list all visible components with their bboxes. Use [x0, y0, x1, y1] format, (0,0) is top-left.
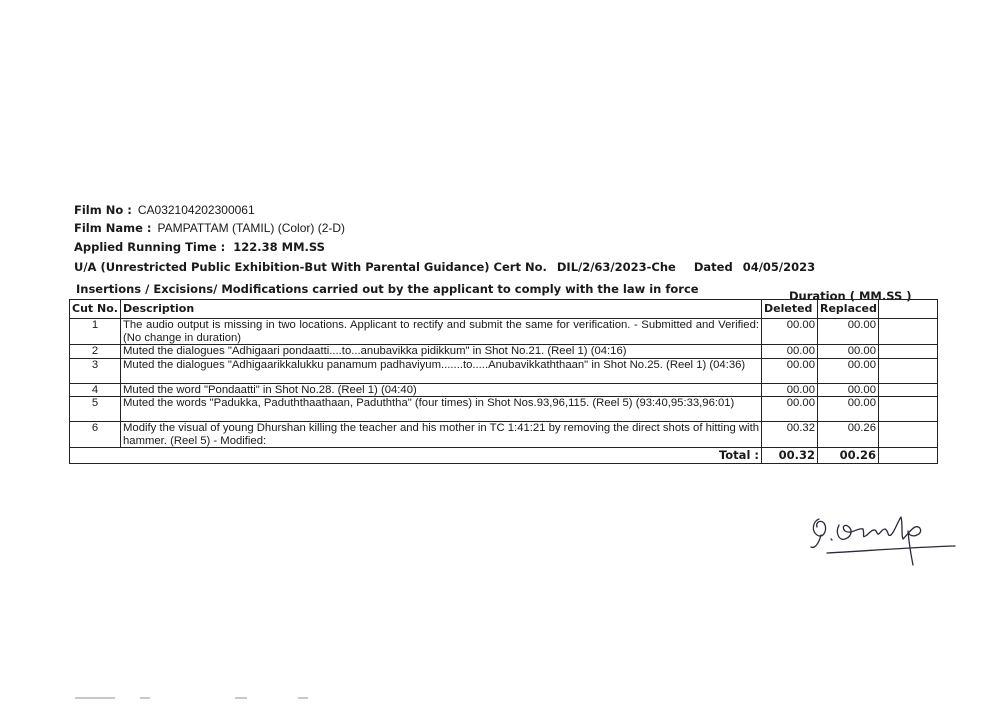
- table-row: [70, 345, 938, 359]
- scan-artifact: [235, 697, 247, 699]
- empty-cell: [879, 319, 938, 345]
- film-no-line: [74, 203, 255, 217]
- total-row: [70, 448, 938, 464]
- dated-label: Dated: [693, 260, 733, 274]
- running-time-line: [74, 240, 325, 254]
- table-row: [70, 319, 938, 345]
- deleted-cell: 00.00: [762, 397, 818, 422]
- replaced-cell: 00.00: [818, 345, 879, 359]
- column-header-cut-no: Cut No.: [70, 300, 121, 319]
- description-cell: Modify the visual of young Dhurshan killing the teacher and his mother in TC 1:41:21 by removing the direct shots of hitting with hammer. (Reel 5) - Modified:: [121, 422, 762, 448]
- column-header-description: Description: [121, 300, 762, 319]
- scan-artifact: [140, 697, 150, 699]
- scan-artifact: [75, 697, 115, 699]
- description-cell: Muted the words "Padukka, Paduththaathaan, Paduththa" (four times) in Shot Nos.93,96,115. (Reel 5) (93:40,95:33,96:01): [121, 397, 762, 422]
- film-no-label: Film No :: [74, 203, 132, 217]
- dated-value: 04/05/2023: [742, 260, 816, 274]
- column-header-replaced: Replaced: [818, 300, 879, 319]
- description-cell: Muted the dialogues "Adhigaarikkalukku panamum padhaviyum.......to.....Anubavikkaththaan" in Shot No.25. (Reel 1) (04:36): [121, 358, 762, 383]
- deleted-cell: 00.00: [762, 319, 818, 345]
- signature-underline: [827, 546, 955, 553]
- cut-no-cell: 1: [70, 319, 121, 345]
- certificate-text: U/A (Unrestricted Public Exhibition-But With Parental Guidance) Cert No.: [74, 260, 547, 274]
- insertions-heading-text: Insertions / Excisions/ Modifications carried out by the applicant to comply with the law in force: [76, 282, 699, 296]
- table-row: [70, 422, 938, 448]
- empty-cell: [879, 383, 938, 397]
- empty-cell: [879, 358, 938, 383]
- film-no-value: CA032104202300061: [137, 203, 255, 217]
- insertions-heading: [76, 282, 699, 296]
- replaced-cell: 00.00: [818, 383, 879, 397]
- cut-no-cell: 3: [70, 358, 121, 383]
- duration-label-text: Duration ( MM.SS ): [789, 289, 912, 303]
- total-deleted: 00.32: [762, 448, 818, 464]
- description-cell: Muted the dialogues "Adhigaari pondaatti....to...anubavikka pidikkum" in Shot No.21. (Reel 1) (04:16): [121, 345, 762, 359]
- scan-artifact: [298, 697, 308, 699]
- cut-no-cell: 4: [70, 383, 121, 397]
- table-row: [70, 397, 938, 422]
- table-header-row: [70, 300, 938, 319]
- total-replaced: 00.26: [818, 448, 879, 464]
- certificate-line: [74, 260, 815, 274]
- deleted-cell: 00.00: [762, 358, 818, 383]
- empty-cell: [879, 448, 938, 464]
- empty-cell: [879, 422, 938, 448]
- total-label: Total :: [70, 448, 762, 464]
- signature-icon: [805, 505, 965, 575]
- description-cell: Muted the word "Pondaatti" in Shot No.28. (Reel 1) (04:40): [121, 383, 762, 397]
- replaced-cell: 00.00: [818, 397, 879, 422]
- column-header-deleted: Deleted: [762, 300, 818, 319]
- running-time-label: Applied Running Time :: [74, 240, 226, 254]
- table-row: [70, 383, 938, 397]
- deleted-cell: 00.32: [762, 422, 818, 448]
- empty-cell: [879, 345, 938, 359]
- cert-no-value: DIL/2/63/2023-Che: [556, 260, 676, 274]
- replaced-cell: 00.00: [818, 358, 879, 383]
- signature-stroke-dot: [831, 539, 832, 540]
- table-row: [70, 358, 938, 383]
- cut-no-cell: 5: [70, 397, 121, 422]
- film-name-label: Film Name :: [74, 221, 152, 235]
- column-header-empty: [879, 300, 938, 319]
- cut-no-cell: 2: [70, 345, 121, 359]
- signature-stroke-initial: [811, 519, 826, 547]
- running-time-value: 122.38 MM.SS: [233, 240, 325, 254]
- cut-no-cell: 6: [70, 422, 121, 448]
- description-cell: The audio output is missing in two locations. Applicant to rectify and submit the same for verification. - Submitted and Verified: (No change in duration): [121, 319, 762, 345]
- deleted-cell: 00.00: [762, 383, 818, 397]
- cuts-table: [69, 299, 938, 464]
- replaced-cell: 00.26: [818, 422, 879, 448]
- empty-cell: [879, 397, 938, 422]
- deleted-cell: 00.00: [762, 345, 818, 359]
- replaced-cell: 00.00: [818, 319, 879, 345]
- film-name-value: PAMPATTAM (TAMIL) (Color) (2-D): [157, 221, 346, 235]
- film-name-line: [74, 221, 345, 235]
